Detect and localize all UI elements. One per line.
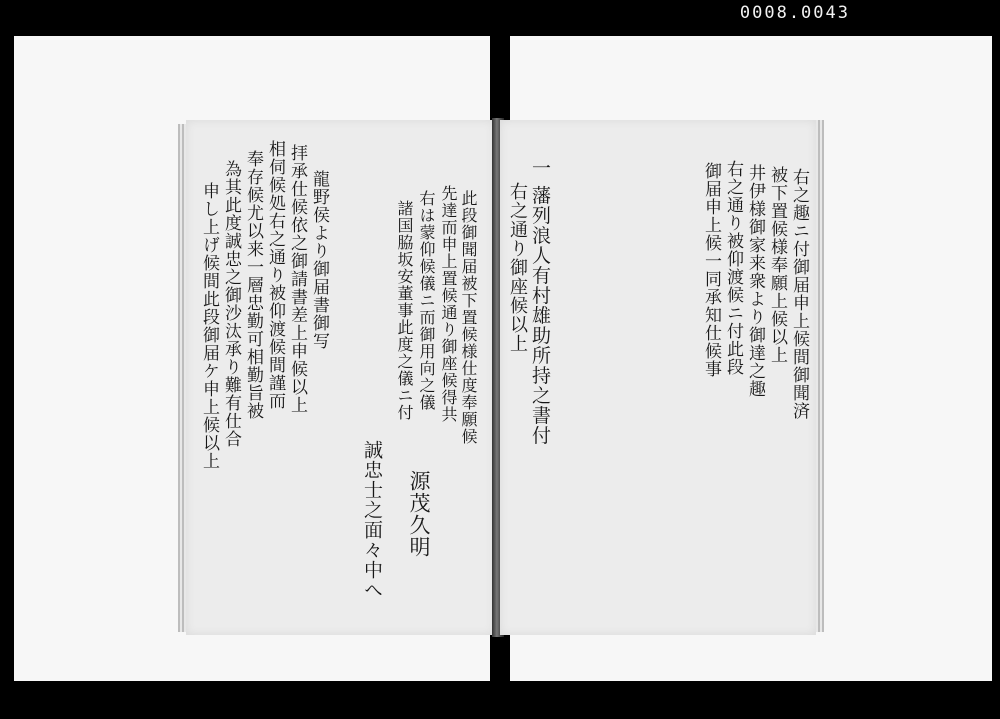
title-line: 誠忠士之面々中へ: [361, 440, 383, 600]
left-col-6: 龍野侯より御届書御写: [309, 170, 329, 350]
right-col-5: 御届申上候一同承知仕候事: [701, 162, 721, 378]
frame-id: 0008.0043: [739, 3, 850, 23]
right-page: [500, 120, 816, 635]
name-line: 源茂久明: [407, 470, 431, 558]
left-col-4: 相伺候処右之通り被仰渡候間謹而: [265, 140, 285, 410]
left-col-3: 奉存候尤以来一層忠勤可相勤旨被: [243, 150, 263, 420]
right-col-6: 一 藩列浪人有村雄助所持之書付: [529, 158, 551, 446]
left-col-2: 為其此度誠忠之御沙汰承り難有仕合: [221, 160, 241, 448]
left-col-9: 先達而申上置候通り御座候得共: [439, 185, 458, 423]
right-col-2: 被下置候様奉願上候以上: [767, 166, 787, 364]
right-col-4: 右之通り被仰渡候ニ付此段: [723, 160, 743, 376]
left-col-10: 此段御聞届被下置候様仕度奉願候: [459, 190, 478, 445]
right-col-7: 右之通り御座候以上: [507, 182, 528, 353]
left-col-5: 拝承仕候依之御請書差上申候以上: [287, 144, 307, 414]
left-col-1: 申し上げ候間此段御届ケ申上候以上: [199, 182, 219, 470]
left-col-7: 諸国脇坂安董事此度之儀ニ付: [395, 200, 414, 421]
right-col-3: 井伊様御家来衆より御達之趣: [745, 164, 765, 398]
left-page: [186, 120, 494, 635]
left-col-8: 右は蒙仰候儀ニ而御用向之儀: [417, 190, 436, 411]
right-col-1: 右之趣ニ付御届申上候間御聞済: [789, 168, 809, 420]
